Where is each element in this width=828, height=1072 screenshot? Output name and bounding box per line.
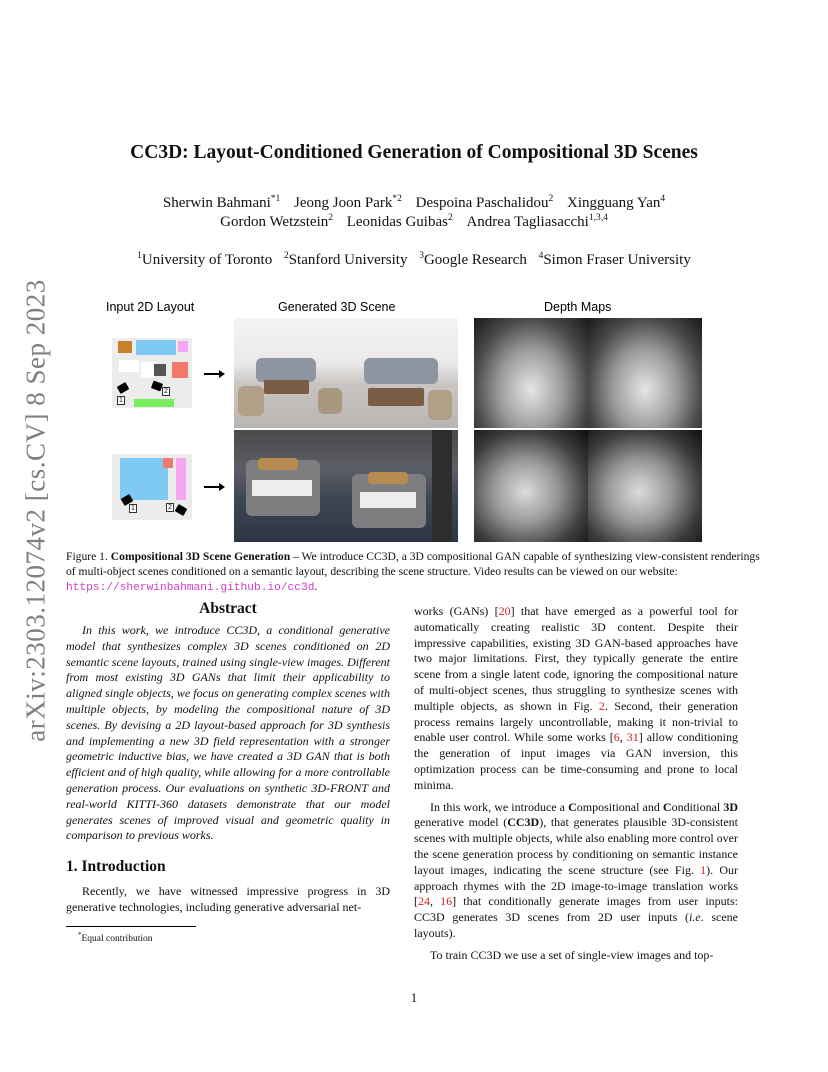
layout-image-1 <box>112 338 192 408</box>
camera-label: 2 <box>166 503 174 512</box>
author-row-1 <box>0 194 828 213</box>
citation-link[interactable]: 16 <box>440 894 453 909</box>
layout-bed <box>120 458 168 500</box>
table-shape <box>264 380 309 394</box>
header-input-layout: Input 2D Layout <box>106 300 195 314</box>
layout-tv <box>154 364 166 376</box>
affiliation: $^1$University of Toronto <box>137 251 273 268</box>
paper-title: CC3D: Layout-Conditioned Generation of Compositional 3D Scenes <box>130 142 698 163</box>
blanket-shape <box>360 492 416 508</box>
render-scene-1-view-1 <box>234 318 346 428</box>
render-scene-2-view-2 <box>346 430 458 542</box>
left-column <box>66 600 390 944</box>
camera-label: 2 <box>162 387 170 396</box>
author: Despoina Paschalidou$^2$ <box>415 194 554 211</box>
right-paragraph-1: works (GANs) [20] that have emerged as a powerful tool for automatically creating realistic 3D content. Despite their impressive capabilities, existing 3D GAN-based approaches have two major limitations. First, they typically generate the entire scene from a single latent code, ignoring the compositional nature of multi-object scenes, thus struggling to synthesize scenes with multiple objects, as shown in Fig. 2. Second, their generation process remains largely uncontrollable, making it non-trivial to enable user control. While some works [6, 31] allow conditioning the generation of input images via GAN inversion, this optimization process can be time-consuming and prone to local minima. <box>414 604 738 792</box>
depth-map-1-view-2 <box>588 318 702 428</box>
figure-ref-link[interactable]: 2 <box>598 698 605 713</box>
affiliation: $^2$Stanford University <box>283 251 408 268</box>
layout-lamp <box>178 341 188 352</box>
render-scene-2-view-1 <box>234 430 346 542</box>
header-depth-maps: Depth Maps <box>544 300 612 314</box>
camera-label: 1 <box>129 504 137 513</box>
layout-image-2 <box>112 454 192 520</box>
table-shape <box>368 388 424 406</box>
arrow-icon <box>204 486 222 488</box>
affiliation: $^4$Simon Fraser University <box>538 251 691 268</box>
layout-nightstand <box>163 458 173 468</box>
citation-link[interactable]: 20 <box>498 604 511 618</box>
layout-chair <box>119 360 139 372</box>
author-list <box>0 194 828 232</box>
affiliations <box>0 252 828 269</box>
layout-table <box>141 362 155 378</box>
citation-link[interactable]: 6 <box>613 730 620 745</box>
abstract-heading: Abstract <box>199 600 257 617</box>
wardrobe-shape <box>432 430 452 542</box>
author: Gordon Wetzstein$^2$ <box>220 213 333 230</box>
camera-label: 1 <box>117 396 125 405</box>
footnote: *Equal contribution <box>78 930 153 944</box>
intro-heading: 1. Introduction <box>66 858 166 876</box>
depth-map-2-view-2 <box>588 430 702 542</box>
pillow-shape <box>258 458 298 470</box>
header-generated-scene: Generated 3D Scene <box>278 300 396 314</box>
website-link[interactable]: https://sherwinbahmani.github.io/cc3d <box>66 581 315 594</box>
abstract-text: In this work, we introduce CC3D, a conditional generative model that synthesizes complex 3D scenes conditioned on 2D semantic scene layouts, trained using single-view images. Different from most existing 3D GANs that limit their applicability to aligned single objects, we focus on generating complex scenes with multiple objects, by modeling the compositional nature of 3D scenes. By devising a 2D layout-based approach for 3D synthesis and implementing a new 3D field representation with a stronger geometric inductive bias, we have created a 3D GAN that is both efficient and of high quality, while allowing for a more controllable generation process. Our evaluations on synthetic 3D-FRONT and real-world KITTI-360 datasets demonstrate that our model generates scenes of improved visual and geometric quality in comparison to previous works. <box>66 623 390 843</box>
camera-icon <box>117 382 130 394</box>
footnote-rule <box>66 926 196 927</box>
layout-rug <box>134 399 174 407</box>
author: Jeong Joon Park$^{*2}$ <box>294 194 402 211</box>
caption-title: Compositional 3D Scene Generation <box>110 550 291 563</box>
armchair-shape <box>318 388 342 414</box>
right-paragraph-2: In this work, we introduce a Compositional and Conditional 3D generative model (CC3D), that generates plausible 3D-consistent scenes with multiple objects, while also enabling more control over the scene generation process by conditioning on semantic instance layout images, indicating the scene structure (see Fig. 1). Our approach rhymes with the 2D image-to-image translation works [24, 16] that conditionally generate images from user inputs: CC3D generates 3D scenes from 2D user inputs (i.e. scene layouts). <box>414 799 739 940</box>
author: Sherwin Bahmani$^{*1}$ <box>162 194 281 211</box>
author: Leonidas Guibas$^2$ <box>346 213 453 230</box>
arrow-icon <box>204 373 222 375</box>
layout-sofa <box>136 340 176 355</box>
right-paragraph-3: To train CC3D we use a set of single-view images and top- <box>430 947 714 962</box>
sofa-shape <box>364 358 438 384</box>
affiliation: $^3$Google Research <box>419 251 527 268</box>
layout-armchair <box>172 362 188 378</box>
pillow-shape <box>368 472 408 484</box>
caption-label: Figure 1. <box>66 550 108 563</box>
author-row-2 <box>0 213 828 232</box>
right-column <box>414 604 738 964</box>
page-number: 1 <box>410 990 418 1005</box>
blanket-shape <box>252 480 312 496</box>
figure-ref-link[interactable]: 1 <box>700 862 707 877</box>
layout-cabinet <box>118 341 132 353</box>
depth-map-1-view-1 <box>474 318 588 428</box>
layout-wardrobe <box>176 458 186 500</box>
citation-link[interactable]: 24 <box>418 894 430 909</box>
citation-link[interactable]: 31 <box>626 730 639 745</box>
author: Andrea Tagliasacchi$^{1,3,4}$ <box>466 213 608 230</box>
render-scene-1-view-2 <box>346 318 458 428</box>
figure-caption: Figure 1. Compositional 3D Scene Generation – We introduce CC3D, a 3D compositional GAN capable of synthesizing view-consistent renderings of multi-object scenes conditioned on a semantic layout, describing the scene structure. Video results can be viewed on our website: https://sherwinbahmani.github.io/cc3d. <box>66 550 760 594</box>
sofa-shape <box>256 358 316 382</box>
author: Xingguang Yan$^4$ <box>567 194 666 211</box>
intro-paragraph: Recently, we have witnessed impressive progress in 3D generative technologies, including generative adversarial net- <box>66 884 390 914</box>
armchair-shape <box>428 390 452 420</box>
armchair-shape <box>238 386 264 416</box>
depth-map-2-view-1 <box>474 430 588 542</box>
arxiv-stamp: arXiv:2303.12074v2 [cs.CV] 8 Sep 2023 <box>20 278 51 742</box>
camera-icon <box>175 504 188 516</box>
caption-text: – We introduce CC3D, a 3D compositional GAN capable of synthesizing view-consistent renderings of multi-object scenes conditioned on a semantic layout, describing the scene structure. Video results can be viewed on our website: <box>66 550 760 578</box>
